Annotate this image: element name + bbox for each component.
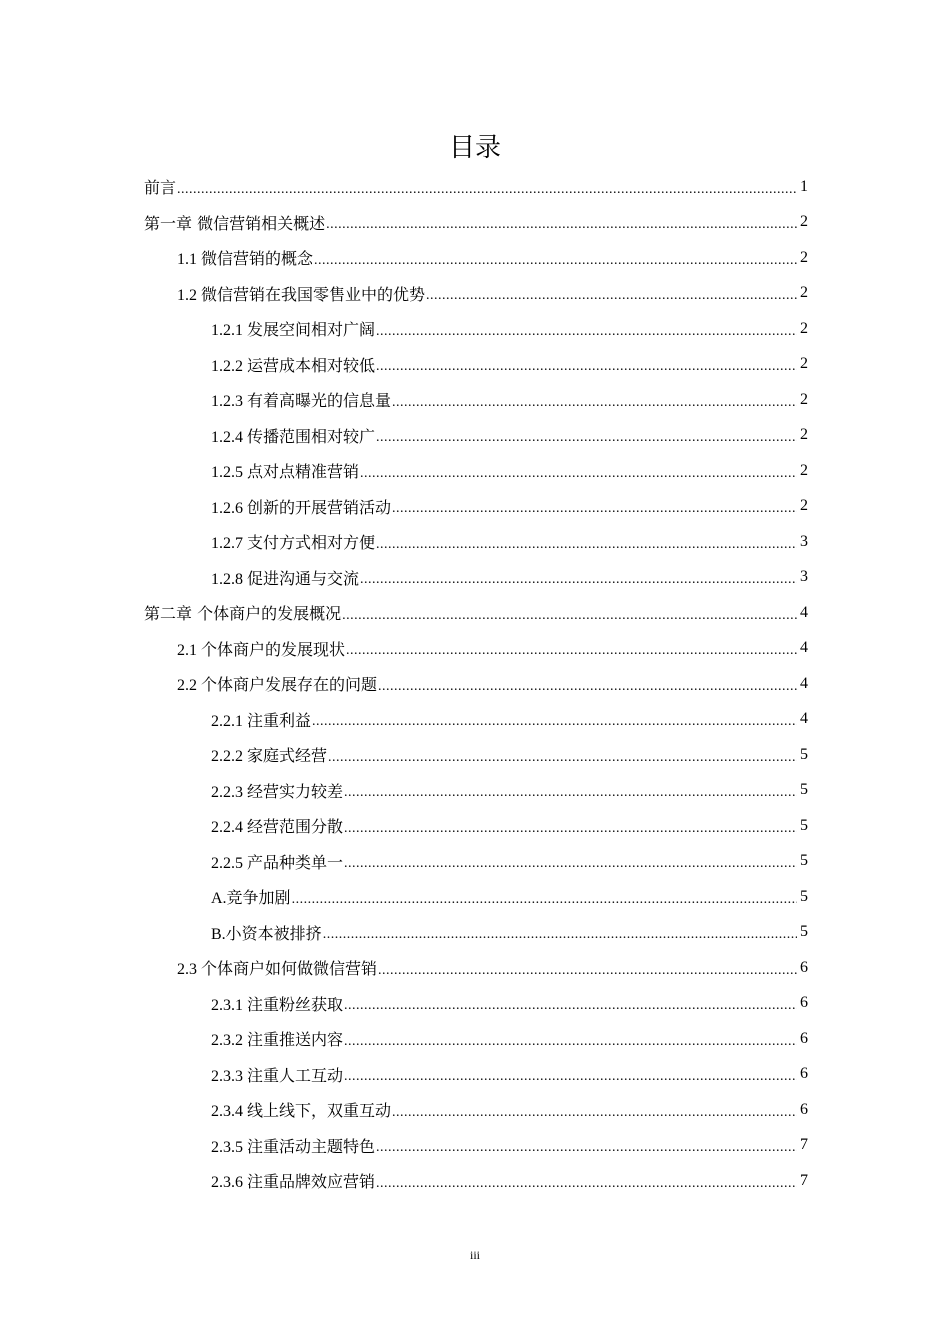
toc-entry-label: 2.3.3 注重人工互动 <box>211 1067 344 1085</box>
toc-entry-label: 2.2.2 家庭式经营 <box>211 748 328 765</box>
toc-dot-leader <box>312 714 797 730</box>
toc-entry[interactable] <box>177 631 808 666</box>
toc-entry-page-number: 4 <box>800 639 808 656</box>
toc-entry-page-number: 2 <box>800 426 808 443</box>
toc-entry-page-number: 3 <box>800 532 808 550</box>
toc-entry-label: 1.2.2 运营成本相对较低 <box>211 357 376 375</box>
toc-entry-page-number: 6 <box>800 958 808 976</box>
toc-entry-label: 2.1 个体商户的发展现状 <box>177 641 346 659</box>
toc-entry-page-number: 7 <box>800 1171 808 1189</box>
toc-entry-page-number: 1 <box>800 177 808 195</box>
toc-entry-page-number: 5 <box>800 781 808 798</box>
toc-dot-leader <box>392 1105 797 1121</box>
toc-entry-page-number: 7 <box>800 1136 808 1153</box>
toc-entry[interactable] <box>211 1092 808 1127</box>
toc-entry[interactable] <box>211 489 808 524</box>
toc-entry[interactable] <box>211 347 808 382</box>
toc-dot-leader <box>342 608 797 624</box>
toc-entry-page-number: 5 <box>800 923 808 940</box>
toc-entry-label: 1.2 微信营销在我国零售业中的优势 <box>177 286 426 304</box>
toc-entry[interactable] <box>211 1128 808 1163</box>
toc-entry-label: 第二章 个体商户的发展概况 <box>144 604 342 623</box>
toc-entry[interactable] <box>144 169 808 204</box>
toc-dot-leader <box>360 466 797 482</box>
toc-entry[interactable] <box>177 950 808 985</box>
toc-dot-leader <box>376 324 797 340</box>
toc-entry[interactable] <box>211 1021 808 1056</box>
toc-entry-label: 2.2 个体商户发展存在的问题 <box>177 677 378 694</box>
toc-dot-leader <box>378 963 797 979</box>
toc-entry[interactable] <box>211 382 808 417</box>
toc-dot-leader <box>344 1034 797 1050</box>
toc-dot-leader <box>344 998 797 1014</box>
toc-entry-page-number: 6 <box>800 994 808 1011</box>
toc-entry[interactable] <box>211 418 808 453</box>
toc-entry[interactable] <box>211 915 808 950</box>
toc-entry[interactable] <box>144 595 808 630</box>
toc-entry-page-number: 6 <box>800 1029 808 1047</box>
toc-dot-leader <box>376 537 797 553</box>
toc-entry-label: 1.2.4 传播范围相对较广 <box>211 428 376 446</box>
toc-entry-page-number: 5 <box>800 816 808 834</box>
toc-dot-leader <box>376 430 797 446</box>
toc-entry-label: B.小资本被排挤 <box>211 925 322 943</box>
toc-dot-leader <box>328 750 797 766</box>
toc-entry-label: 1.2.5 点对点精准营销 <box>211 464 360 481</box>
toc-dot-leader <box>426 288 797 304</box>
toc-entry-page-number: 5 <box>800 887 808 905</box>
toc-dot-leader <box>344 856 797 872</box>
toc-entry-page-number: 4 <box>800 674 808 692</box>
toc-dot-leader <box>326 217 797 233</box>
toc-entry-page-number: 4 <box>800 603 808 621</box>
toc-entry-label: 2.2.5 产品种类单一 <box>211 854 344 872</box>
toc-entry-page-number: 3 <box>800 568 808 585</box>
toc-entry[interactable] <box>211 844 808 879</box>
toc-entry-label: 1.2.1 发展空间相对广阔 <box>211 322 376 339</box>
toc-dot-leader <box>344 1069 797 1085</box>
toc-dot-leader <box>392 395 797 411</box>
toc-dot-leader <box>344 785 797 801</box>
toc-entry-label: 2.3.4 线上线下，双重互动 <box>211 1103 392 1120</box>
toc-entry-label: 2.3.5 注重活动主题特色 <box>211 1138 376 1156</box>
toc-entry-page-number: 2 <box>800 284 808 301</box>
toc-entry-label: 2.2.3 经营实力较差 <box>211 783 344 801</box>
toc-entry-page-number: 2 <box>800 355 808 372</box>
toc-entry[interactable] <box>211 773 808 808</box>
toc-entry-page-number: 5 <box>800 745 808 763</box>
toc-entry-page-number: 2 <box>800 213 808 230</box>
footer-page-number: iii <box>469 1248 480 1262</box>
toc-entry-label: A.竞争加剧 <box>211 890 291 907</box>
toc-dot-leader <box>292 892 797 908</box>
toc-dot-leader <box>346 643 797 659</box>
page-title: 目录 <box>448 133 501 163</box>
toc-dot-leader <box>376 1176 797 1192</box>
toc-entry-page-number: 2 <box>800 497 808 514</box>
toc-entry[interactable] <box>211 986 808 1021</box>
toc-entry[interactable] <box>144 205 808 240</box>
toc-entry[interactable] <box>211 737 808 772</box>
toc-entry-page-number: 4 <box>800 710 808 727</box>
toc-entry[interactable] <box>211 524 808 559</box>
toc-dot-leader <box>378 679 797 695</box>
toc-dot-leader <box>392 501 797 517</box>
toc-entry-label: 2.2.4 经营范围分散 <box>211 819 344 836</box>
toc-entry-page-number: 5 <box>800 852 808 869</box>
toc-entry-page-number: 6 <box>800 1065 808 1082</box>
toc-entry[interactable] <box>211 702 808 737</box>
toc-entry-label: 1.2.6 创新的开展营销活动 <box>211 499 392 517</box>
toc-entry-label: 第一章 微信营销相关概述 <box>144 213 326 233</box>
toc-entry-label: 2.2.1 注重利益 <box>211 712 312 730</box>
toc-entry-page-number: 6 <box>800 1100 808 1118</box>
toc-entry[interactable] <box>211 453 808 488</box>
toc-entry[interactable] <box>211 879 808 914</box>
toc-dot-leader <box>376 359 797 375</box>
toc-entry[interactable] <box>177 240 808 275</box>
toc-dot-leader <box>323 927 797 943</box>
toc-entry[interactable] <box>211 1163 808 1198</box>
toc-entry-page-number: 2 <box>800 248 808 266</box>
toc-dot-leader <box>344 821 797 837</box>
toc-entry-label: 1.2.7 支付方式相对方便 <box>211 535 376 552</box>
toc-dot-leader <box>177 182 797 198</box>
toc-entry-label: 2.3.1 注重粉丝获取 <box>211 996 344 1014</box>
toc-entry[interactable] <box>177 666 808 701</box>
toc-entry-label: 1.1 微信营销的概念 <box>177 251 314 268</box>
toc-entry-label: 1.2.3 有着高曝光的信息量 <box>211 393 392 410</box>
toc-entry-label: 前言 <box>144 178 177 197</box>
toc-entry[interactable] <box>211 311 808 346</box>
toc-entry[interactable] <box>211 808 808 843</box>
toc-entry[interactable] <box>177 276 808 311</box>
toc-dot-leader <box>360 572 797 588</box>
toc-entry-page-number: 2 <box>800 461 808 479</box>
toc-entry-label: 1.2.8 促进沟通与交流 <box>211 570 360 588</box>
toc-dot-leader <box>314 253 797 269</box>
toc-entry-label: 2.3.2 注重推送内容 <box>211 1032 344 1049</box>
toc-entry[interactable] <box>211 560 808 595</box>
toc-entry[interactable] <box>211 1057 808 1092</box>
toc-entry-label: 2.3.6 注重品牌效应营销 <box>211 1174 376 1191</box>
toc-dot-leader <box>376 1140 797 1156</box>
toc-entry-page-number: 2 <box>800 390 808 408</box>
toc-entry-page-number: 2 <box>800 319 808 337</box>
toc-entry-label: 2.3 个体商户如何做微信营销 <box>177 961 378 978</box>
